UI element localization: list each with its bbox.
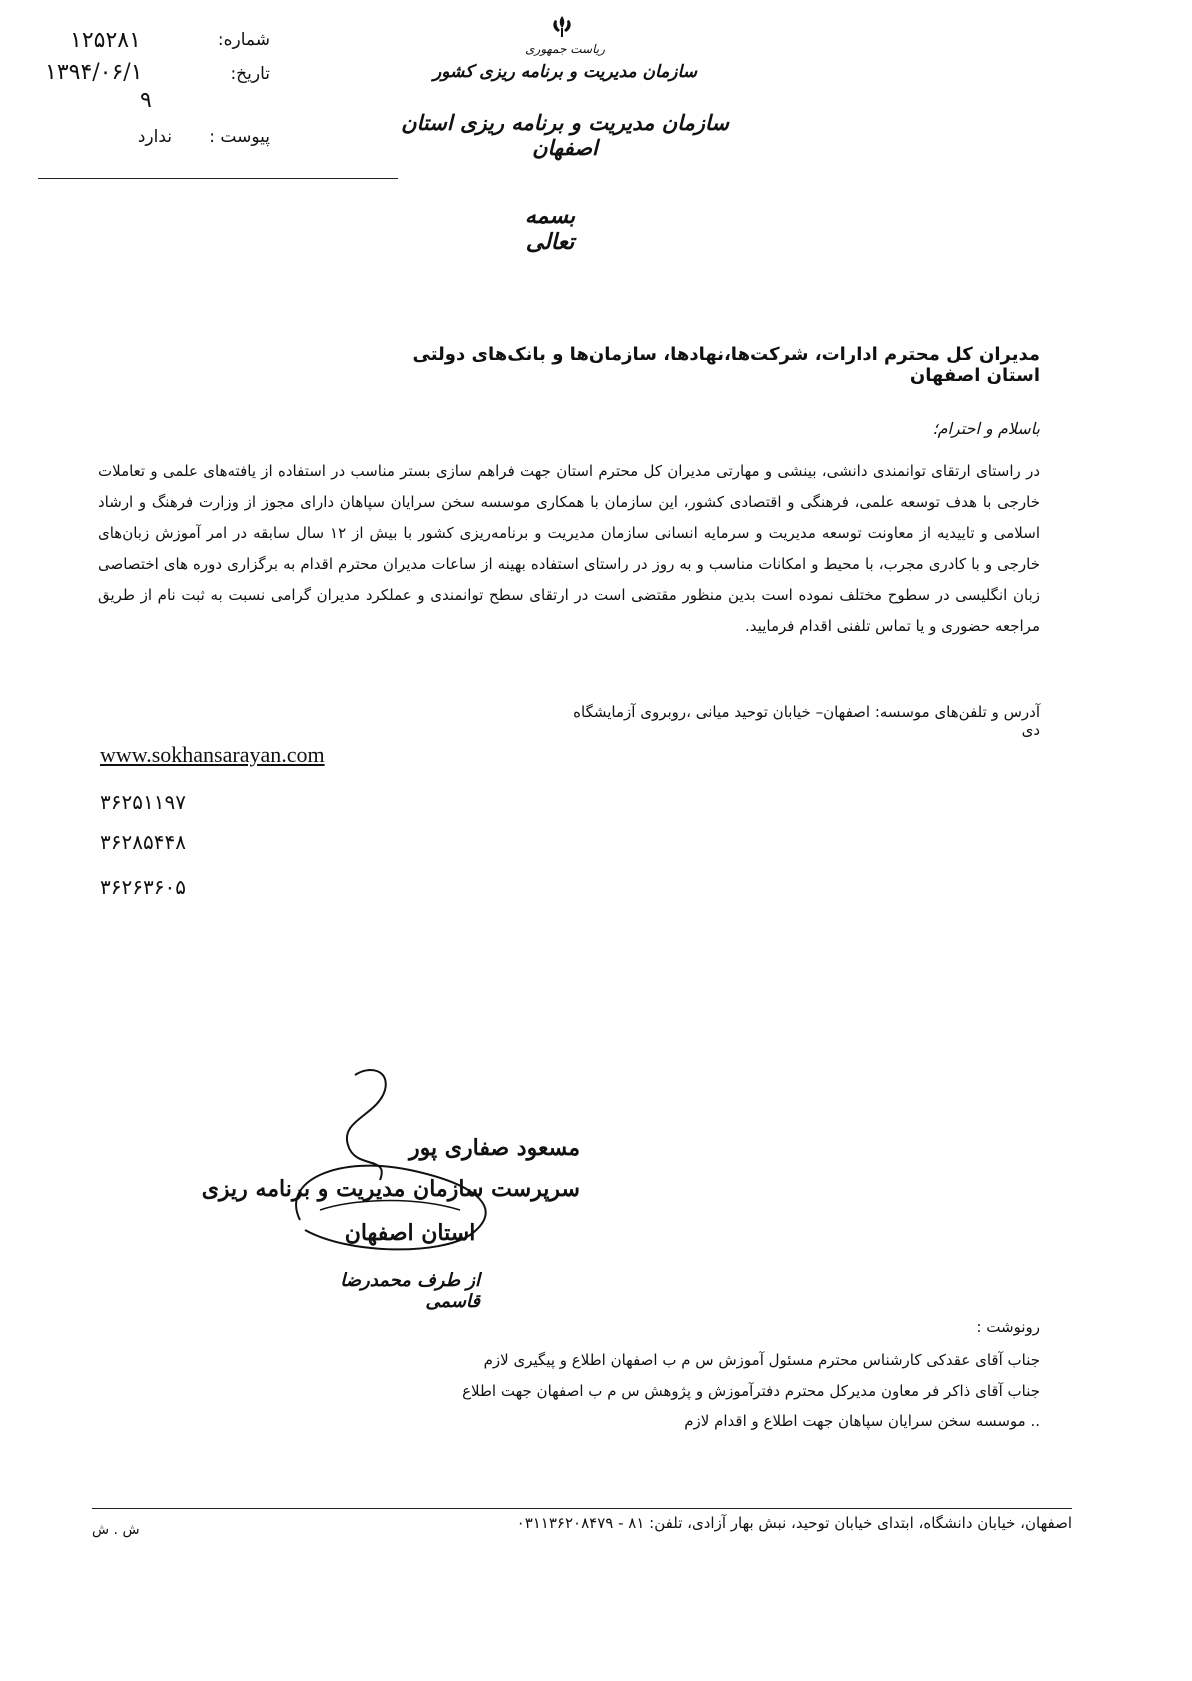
header-divider bbox=[38, 178, 398, 179]
date-value: ۱۳۹۴/۰۶/۱ bbox=[45, 60, 143, 85]
website-link[interactable]: www.sokhansarayan.com bbox=[100, 742, 325, 767]
date-extra: ۹ bbox=[140, 88, 152, 113]
phone-number: ۳۶۲۸۵۴۴۸ bbox=[100, 830, 186, 854]
signatory-name: مسعود صفاری پور bbox=[409, 1135, 580, 1161]
invocation: بسمه تعالی bbox=[524, 203, 576, 255]
cc-line: .. موسسه سخن سرایان سپاهان جهت اطلاع و اقدام لازم bbox=[684, 1412, 1040, 1430]
phone-number: ۳۶۲۵۱۱۹۷ bbox=[100, 790, 186, 814]
footer-address: اصفهان، خیابان دانشگاه، ابتدای خیابان توحید، نبش بهار آزادی، تلفن: ۸۱ - ۰۳۱۱۳۶۲۰۸۴۷۹ bbox=[516, 1514, 1072, 1532]
footer-divider bbox=[92, 1508, 1072, 1509]
attachment-label: پیوست : bbox=[209, 127, 270, 147]
state-emblem-icon bbox=[545, 14, 579, 40]
cc-line: جناب آقای ذاکر فر معاون مدیرکل محترم دفترآموزش و پژوهش س م ب اصفهان جهت اطلاع bbox=[462, 1382, 1040, 1400]
date-label: تاریخ: bbox=[230, 64, 270, 84]
signatory-title: سرپرست سازمان مدیریت و برنامه ریزی bbox=[201, 1176, 580, 1202]
greeting: باسلام و احترام؛ bbox=[932, 419, 1040, 438]
org-title: سازمان مدیریت و برنامه ریزی استان اصفهان bbox=[401, 110, 729, 160]
number-value: ۱۲۵۲۸۱ bbox=[70, 28, 141, 53]
address-line: آدرس و تلفن‌های موسسه: اصفهان– خیابان توحید میانی ،روبروی آزمایشگاه دی bbox=[573, 703, 1040, 739]
phone-number: ۳۶۲۶۳۶۰۵ bbox=[100, 875, 186, 899]
cc-line: جناب آقای عقدکی کارشناس محترم مسئول آموزش س م ب اصفهان اطلاع و پیگیری لازم bbox=[483, 1351, 1040, 1369]
number-label: شماره: bbox=[217, 30, 270, 50]
recipient: مدیران کل محترم ادارات، شرکت‌ها،نهادها، سازمان‌ها و بانک‌های دولتی استان اصفهان bbox=[412, 344, 1040, 386]
cc-label: رونوشت : bbox=[976, 1318, 1040, 1336]
attachment-value: ندارد bbox=[137, 127, 172, 147]
body-paragraph: در راستای ارتقای توانمندی دانشی، بینشی و مهارتی مدیران کل محترم استان جهت فراهم سازی بستر مناسب در استفاده از یافته‌های علمی و تعاملات خارجی با هدف توسعه علمی، فرهنگی و اقتصادی کشور، این سازمان با همکاری موسسه سخن سرایان سپاهان دارای مجوز از وزارت فرهنگ و ارشاد اسلامی و تاییدیه از معاونت توسعه مدیریت و سرمایه انسانی سازمان مدیریت و برنامه‌ریزی کشور با بیش از ۱۲ سال سابقه در امر آموزش زبان‌های خارجی و با کادری مجرب، با محیط و امکانات مناسب و به روز در راستای استفاده بهینه از ساعات مدیران محترم اقدام به برگزاری دوره های اختصاصی زبان انگلیسی در سطوح مختلف نموده است بدین منظور مقتضی است در ارتقای سطح توانمندی و عملکرد مدیران گرامی نسبت به ثبت نام از طریق مراجعه حضوری و یا تماس تلفنی اقدام فرمایید. bbox=[98, 462, 1040, 635]
emblem-line2: سازمان مدیریت و برنامه ریزی کشور bbox=[433, 62, 697, 82]
signatory-province: استان اصفهان bbox=[344, 1220, 476, 1246]
on-behalf-note: از طرف محمدرضا قاسمی bbox=[340, 1270, 480, 1312]
emblem-line1: ریاست جمهوری bbox=[525, 42, 605, 56]
footer-code: ش . ش bbox=[92, 1522, 140, 1538]
